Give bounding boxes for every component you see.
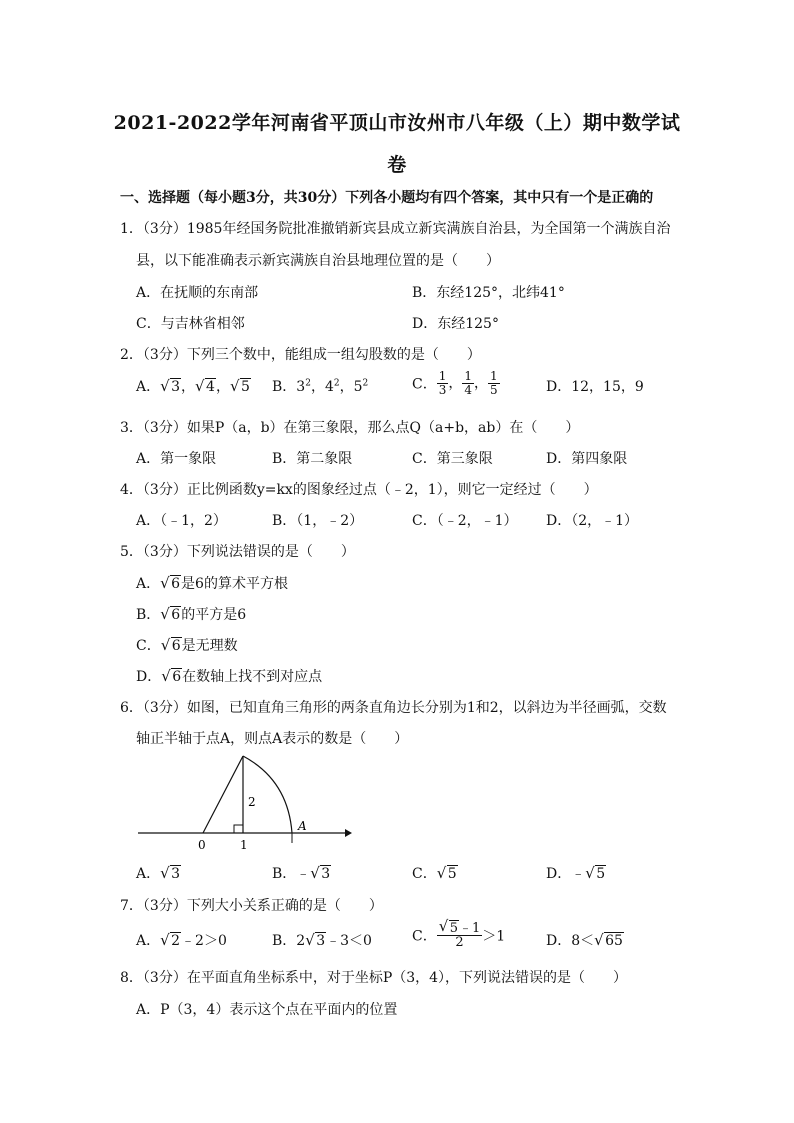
label-1: 1 [240,838,248,850]
q5-option-c: C．√ 6是无理数 [136,635,238,655]
page-title-line2: 卷 [387,154,407,176]
q4-option-c: C．（﹣2，﹣1） [412,513,518,529]
right-angle-mark [234,825,243,833]
q3-option-c: C．第三象限 [412,451,493,467]
q3-option-b: B．第二象限 [272,451,353,467]
sqrt-symbol: √ 3 [161,379,181,395]
sqrt-symbol: √ 4 [196,379,216,395]
sqrt-symbol: √ 65 [595,933,624,949]
sqrt-symbol: √ 2 [161,933,181,949]
q2-stem: 2．（3分）下列三个数中，能组成一组勾股数的是（ ） [120,347,481,363]
q1-stem-line2: 县，以下能准确表示新宾满族自治县地理位置的是（ ） [136,253,500,269]
q8-stem: 8．（3分）在平面直角坐标系中，对于坐标P（3，4），下列说法错误的是（ ） [120,970,628,986]
q4-stem: 4．（3分）正比例函数y=kx的图象经过点（﹣2，1），则它一定经过（ ） [120,482,598,498]
q6-stem-line2: 轴正半轴于点A，则点A表示的数是（ ） [136,731,409,747]
q1-option-a: A．在抚顺的东南部 [136,285,259,301]
label-0: 0 [198,838,206,850]
q8-option-a: A．P（3，4）表示这个点在平面内的位置 [136,1002,398,1018]
q3-option-a: A．第一象限 [136,451,217,467]
sqrt-symbol: √ 3 [311,866,331,882]
q5-stem: 5．（3分）下列说法错误的是（ ） [120,544,355,560]
sqrt-symbol: √ 3 [306,933,326,949]
q6-stem-line1: 6．（3分）如图，已知直角三角形的两条直角边长分别为1和2，以斜边为半径画弧，交数 [120,700,667,716]
q2-option-a: A．√ 3，√ 4，√ 5 [136,376,251,396]
q2-option-d: D．12，15，9 [546,379,644,395]
sqrt-symbol: √ 5 [231,379,251,395]
q1-option-d: D．东经125° [412,316,499,332]
q7-stem: 7．（3分）下列大小关系正确的是（ ） [120,898,383,914]
q4-option-a: A．（﹣1，2） [136,513,227,529]
q4-option-b: B．（1，﹣2） [272,513,364,529]
q6-option-b: B．﹣√ 3 [272,863,331,883]
sqrt-symbol: √ 6 [161,576,181,592]
sqrt-symbol: √ 5 [438,866,458,882]
q7-option-d: D．8＜√ 65 [546,930,624,950]
hypotenuse [203,756,243,833]
q7-option-b: B．2√ 3﹣3＜0 [272,930,372,950]
q5-option-d: D．√ 6在数轴上找不到对应点 [136,666,322,686]
q6-option-c: C．√ 5 [412,863,458,883]
q6-option-d: D．﹣√ 5 [546,863,606,883]
q1-stem-line1: 1．（3分）1985年经国务院批准撤销新宾县成立新宾满族自治县，为全国第一个满族自治 [120,221,671,237]
sqrt-symbol: √ 5 [586,866,606,882]
sqrt-symbol: √ 6 [162,638,182,654]
q2-option-c: C． $\frac{1}{3}$ ， $\frac{1}{4}$ ， $\frac{1}{5}$ [412,369,498,397]
page-title-line1: 2021-2022学年河南省平顶山市汝州市八年级（上）期中数学试 [113,112,681,134]
q1-option-b: B．东经125°，北纬41° [412,285,565,301]
q1-option-c: C．与吉林省相邻 [136,316,245,332]
q6-option-a: A．√ 3 [136,863,181,883]
q7-option-c: C． √ $\frac{5﹣1}{2}$ ＞1 [412,922,505,949]
axis-arrow-icon [345,829,352,837]
q5-option-b: B．√ 6的平方是6 [136,604,246,624]
number-line-figure [130,750,360,850]
sqrt-symbol: √ 3 [161,866,181,882]
label-2: 2 [248,795,256,809]
q4-option-d: D．（2，﹣1） [546,513,639,529]
q5-option-a: A．√ 6是6的算术平方根 [136,573,288,593]
q2-option-b: B．$3^2$，$4^2$，$5^2$ [272,378,369,395]
sqrt-symbol: √ 6 [161,607,181,623]
q3-option-d: D．第四象限 [546,451,628,467]
q2-a-label: A． [136,379,161,395]
q7-option-a: A．√ 2﹣2＞0 [136,930,227,950]
section-heading: 一、选择题（每小题3分，共30分）下列各小题均有四个答案，其中只有一个是正确的 [120,190,654,206]
label-a: A [298,819,307,833]
sqrt-symbol: √ 5 [440,922,459,935]
sqrt-symbol: √ 6 [162,669,182,685]
q3-stem: 3．（3分）如果P（a，b）在第三象限，那么点Q（a+b，ab）在（ ） [120,420,580,436]
